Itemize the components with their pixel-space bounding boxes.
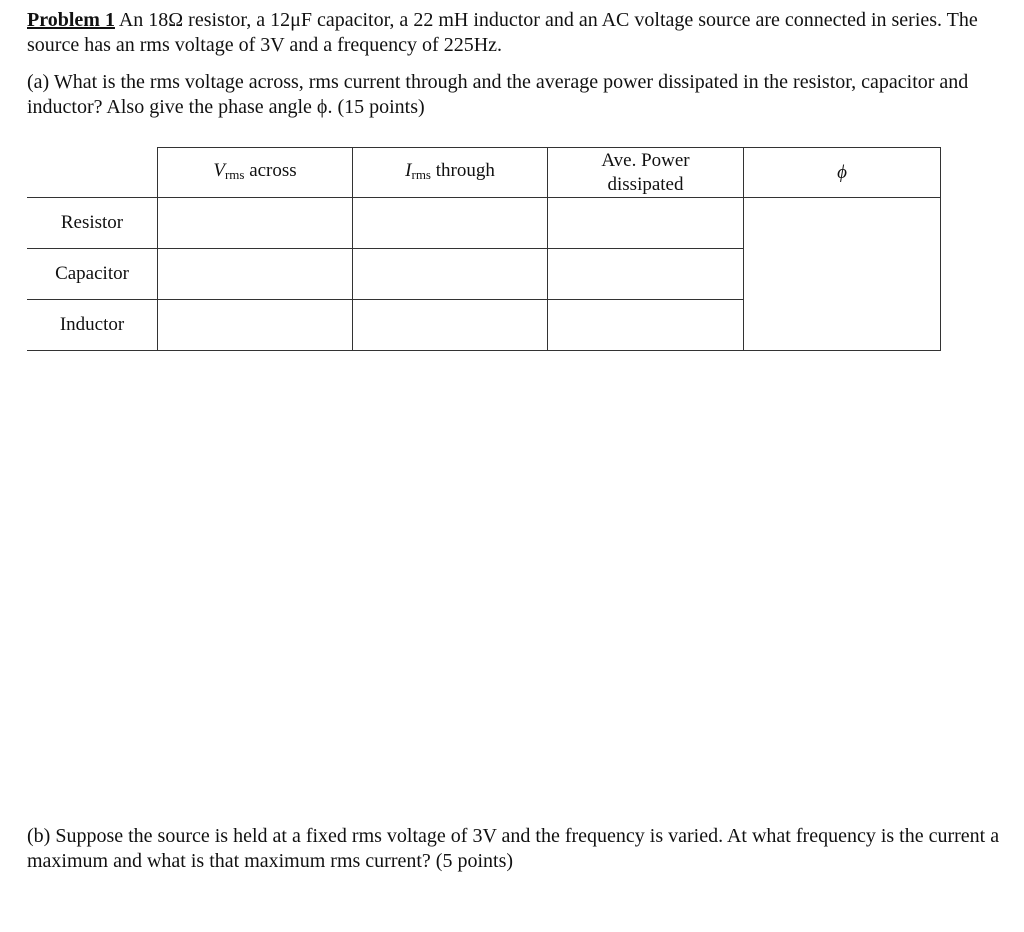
table-row bbox=[27, 198, 941, 249]
row-label-capacitor: Capacitor bbox=[27, 249, 158, 300]
answer-table bbox=[27, 147, 941, 351]
resistor-power-cell[interactable] bbox=[548, 198, 744, 249]
table-header-row bbox=[27, 148, 941, 198]
power-line2: dissipated bbox=[607, 173, 684, 195]
row-label-inductor: Inductor bbox=[27, 300, 158, 351]
phi-symbol: ϕ bbox=[837, 161, 847, 183]
row-label-resistor: Resistor bbox=[27, 198, 158, 249]
resistor-vrms-cell[interactable] bbox=[158, 198, 353, 249]
inductor-power-cell[interactable] bbox=[548, 300, 744, 351]
v-symbol: V bbox=[213, 159, 225, 181]
capacitor-irms-cell[interactable] bbox=[353, 249, 548, 300]
resistor-irms-cell[interactable] bbox=[353, 198, 548, 249]
header-irms bbox=[353, 148, 548, 198]
power-line1: Ave. Power bbox=[601, 149, 690, 171]
problem-label: Problem 1 bbox=[27, 9, 115, 31]
empty-corner bbox=[27, 148, 158, 198]
capacitor-vrms-cell[interactable] bbox=[158, 249, 353, 300]
v-subscript: rms bbox=[224, 166, 245, 182]
v-text: across bbox=[244, 159, 297, 181]
i-text: through bbox=[430, 159, 495, 181]
i-subscript: rms bbox=[411, 166, 431, 182]
header-power bbox=[548, 148, 744, 198]
header-phi bbox=[744, 148, 941, 198]
part-a-question: (a) What is the rms voltage across, rms current through and the average power dissipated in the resistor, capacitor and inductor? Also give the phase angle ϕ. (15 points) bbox=[27, 71, 969, 118]
i-symbol: I bbox=[405, 159, 412, 181]
header-vrms bbox=[158, 148, 353, 198]
problem-intro: An 18Ω resistor, a 12μF capacitor, a 22 mH inductor and an AC voltage source are connected in series. The source has an rms voltage of 3V and a frequency of 225Hz. bbox=[27, 9, 978, 56]
phi-answer-cell[interactable] bbox=[744, 198, 941, 351]
problem-statement bbox=[27, 8, 1002, 58]
inductor-vrms-cell[interactable] bbox=[158, 300, 353, 351]
inductor-irms-cell[interactable] bbox=[353, 300, 548, 351]
capacitor-power-cell[interactable] bbox=[548, 249, 744, 300]
part-b-question: (b) Suppose the source is held at a fixed rms voltage of 3V and the frequency is varied. At what frequency is the current a maximum and what is that maximum rms current? (5 points) bbox=[27, 825, 1000, 872]
